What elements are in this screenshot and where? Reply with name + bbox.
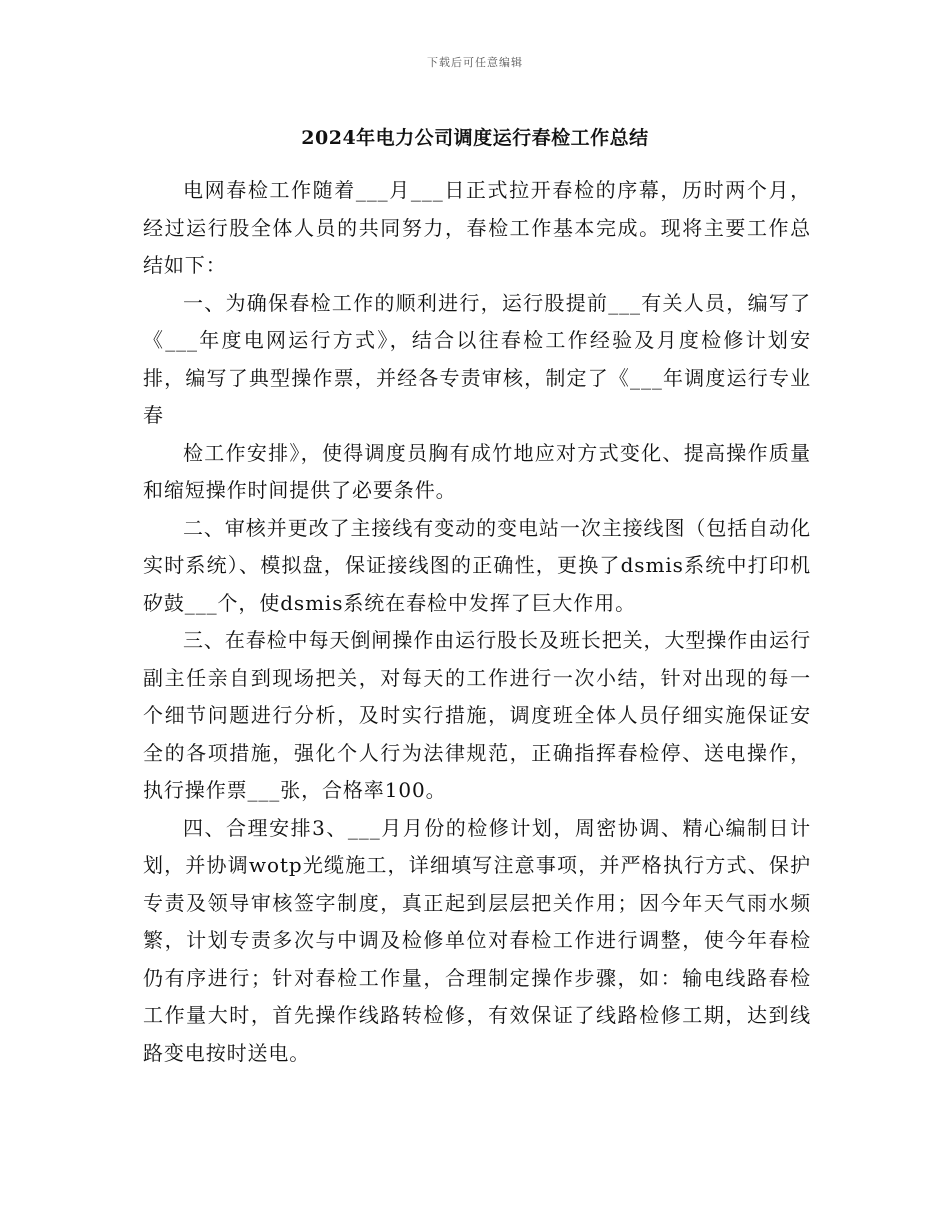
- paragraph-item-4: 四、合理安排3、___月月份的检修计划，周密协调、精心编制日计划，并协调wotp光缆施工，详细填写注意事项，并严格执行方式、保护专责及领导审核签字制度，真正起到层层把关作用；因今年天气雨水频繁，计划专责多次与中调及检修单位对春检工作进行调整，使今年春检仍有序进行；针对春检工作量，合理制定操作步骤，如：输电线路春检工作量大时，首先操作线路转检修，有效保证了线路检修工期，达到线路变电按时送电。: [143, 815, 811, 1065]
- document-title: 2024年电力公司调度运行春检工作总结: [301, 127, 649, 149]
- download-note: 下载后可任意编辑: [427, 56, 523, 69]
- paragraph-item-3: 三、在春检中每天倒闸操作由运行股长及班长把关，大型操作由运行副主任亲自到现场把关，对每天的工作进行一次小结，针对出现的每一个细节问题进行分析，及时实行措施，调度班全体人员仔细实施保证安全的各项措施，强化个人行为法律规范，正确指挥春检停、送电操作，执行操作票___张，合格率100。: [143, 628, 811, 802]
- paragraph-item-1: 一、为确保春检工作的顺利进行，运行股提前___有关人员，编写了《___年度电网运行方式》，结合以往春检工作经验及月度检修计划安排，编写了典型操作票，并经各专责审核，制定了《___年调度运行专业春: [143, 290, 811, 427]
- paragraph-item-1-continued: 检工作安排》，使得调度员胸有成竹地应对方式变化、提高操作质量和缩短操作时间提供了必要条件。: [143, 440, 811, 502]
- document-body: [143, 172, 811, 1072]
- paragraph-intro: 电网春检工作随着___月___日正式拉开春检的序幕，历时两个月，经过运行股全体人员的共同努力，春检工作基本完成。现将主要工作总结如下：: [143, 178, 811, 277]
- paragraph-item-2: 二、审核并更改了主接线有变动的变电站一次主接线图（包括自动化实时系统）、模拟盘，保证接线图的正确性，更换了dsmis系统中打印机矽鼓___个，使dsmis系统在春检中发挥了巨大作用。: [143, 515, 811, 615]
